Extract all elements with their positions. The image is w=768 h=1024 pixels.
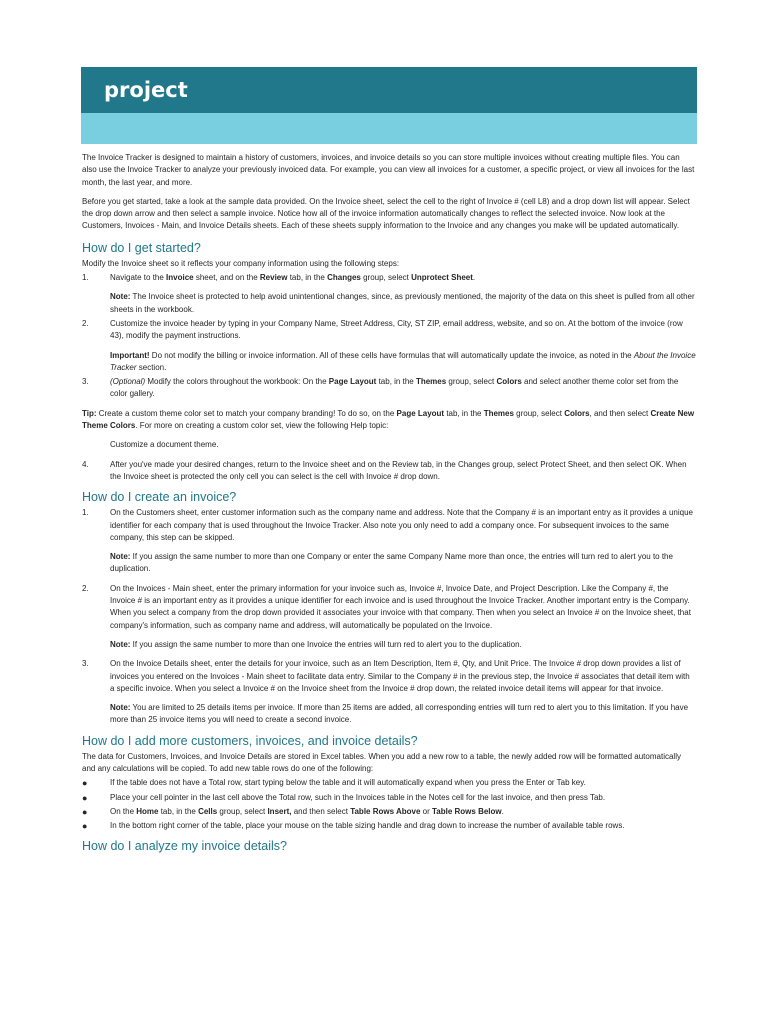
list-item [82,318,696,343]
note: Note: If you assign the same number to more than one Company or enter the same Company Name more than once, the entries will turn red to alert you to the duplication. [110,552,673,574]
page-title: project [104,78,188,102]
note: Note: If you assign the same number to more than one Invoice the entries will turn red to alert you to the duplication. [110,639,522,649]
section-heading-add-more: How do I add more customers, invoices, and invoice details? [82,733,418,748]
important-note: Important! Do not modify the billing or invoice information. All of these cells have formulas that will automatically update the invoice, as noted in the About the Invoice Tracker section. [110,350,696,372]
list-item [82,507,696,544]
bullet-item [82,806,696,818]
list-number: 3. [82,377,89,387]
bullet-item [82,820,696,832]
bullet-icon: ● [82,806,88,817]
section-lead: Modify the Invoice sheet so it reflects your company information using the following steps: [82,258,400,268]
help-topic-link[interactable]: Customize a document theme. [110,440,219,450]
section-heading-analyze: How do I analyze my invoice details? [82,839,287,854]
section-lead: The data for Customers, Invoices, and Invoice Details are stored in Excel tables. When you add a new row to a table, the newly added row will be formatted automatically and any calculations will be copied. To add new table rows do one of the following: [82,751,681,773]
list-item [82,583,696,632]
bullet-text: If the table does not have a Total row, start typing below the table and it will automatically expand when you press the Enter or Tab key. [110,778,586,788]
document-body [82,152,696,856]
subtitle-band [81,113,697,144]
list-text: On the Invoice Details sheet, enter the details for your invoice, such as an Item Description, Item #, Qty, and Unit Price. The Invoice # drop down provides a list of invoices you entered on the Invoices - Main sheet to facilitate data entry. Similar to the Company # in the previous step, the Invoice # associates that detail item with a specific invoice. When you select a Invoice # on the Invoice sheet from the Invoice # drop down, the related invoice detail items will appear for that invoice. [110,659,690,693]
section-heading-get-started: How do I get started? [82,240,201,255]
list-number: 3. [82,659,89,669]
list-item [82,376,696,401]
note: Note: You are limited to 25 details items per invoice. If more than 25 items are added, all corresponding entries will turn red to alert you to this limitation. If you have more than 25 invoice items you will need to create a second invoice. [110,703,689,725]
list-number: 1. [82,508,89,518]
bullet-icon: ● [82,792,88,803]
tip: Tip: Create a custom theme color set to match your company branding! To do so, on the Page Layout tab, in the Themes group, select Colors, and then select Create New Theme Colors. For more on creating a custom color set, view the following Help topic: [82,408,695,431]
list-text: After you've made your desired changes, return to the Invoice sheet and on the Review tab, in the Changes group, select Protect Sheet, and then select OK. When the Invoice sheet is protected the only cell you can select is the cell with Invoice # drop down. [110,459,687,481]
title-banner [81,67,697,113]
list-number: 2. [82,583,89,593]
list-item [82,459,696,484]
bullet-icon: ● [82,778,88,789]
bullet-icon: ● [82,821,88,832]
section-heading-create-invoice: How do I create an invoice? [82,490,237,505]
intro-paragraph-2: Before you get started, take a look at the sample data provided. On the Invoice sheet, select the cell to the right of Invoice # (cell L8) and a drop down list will appear. Select the drop down arrow and then select a sample invoice. Notice how all of the invoice information automatically changes to reflect the selected invoice. Now look at the Customers, Invoices - Main, and Invoice Details sheets. Each of these sheets supply information to the Invoice and any changes you make will be updated automatically. [82,196,690,231]
list-text: Customize the invoice header by typing in your Company Name, Street Address, City, ST ZIP, email address, website, and so on. At the bottom of the invoice (row 43), modify the payment instructions. [110,318,683,341]
intro-paragraph-1: The Invoice Tracker is designed to maintain a history of customers, invoices, and invoice details so you can store multiple invoices without creating multiple files. You can also use the Invoice Tracker to analyze your previously invoiced data. For example, you can view all invoices for a customer, a specific project, or view all invoices for the last month, the last year, and more. [82,153,695,187]
list-text: (Optional) Modify the colors throughout the workbook: On the Page Layout tab, in the Themes group, select Colors and select another theme color set from the color gallery. [110,377,679,399]
bullet-text: On the Home tab, in the Cells group, select Insert, and then select Table Rows Above or Table Rows Below. [110,806,504,816]
list-text: On the Invoices - Main sheet, enter the primary information for your invoice such as, Invoice #, Invoice Date, and Project Description. Like the Company #, the Invoice # is an important entry as it provides a unique identifier for each invoice and is used throughout the Invoice Tracker. Another important entry is the Company. When you select a company from the drop down provided it associates your invoice with that company. Then when you select an Invoice # on the Invoice sheet, that company's information, such as company name and address, will automatically be populated on the Invoice. [110,583,691,630]
list-text: On the Customers sheet, enter customer information such as the company name and address. Note that the Company # is an important entry as it provides a unique identifier for each company that is used throughout the Invoice Tracker. Also note you only need to add a company once. For subsequent invoices to the same company, this step can be skipped. [110,508,693,542]
list-number: 1. [82,273,89,283]
list-text: Navigate to the Invoice sheet, and on the Review tab, in the Changes group, select Unprotect Sheet. [110,273,476,283]
list-item [82,658,696,695]
bullet-text: Place your cell pointer in the last cell above the Total row, such in the Invoices table in the Notes cell for the last invoice, and then press Tab. [110,792,606,802]
bullet-item [82,777,696,789]
bullet-text: In the bottom right corner of the table, place your mouse on the table sizing handle and drag down to increase the number of available table rows. [110,821,625,831]
note: Note: The Invoice sheet is protected to help avoid unintentional changes, since, as previously mentioned, the majority of the data on this sheet is pulled from all other sheets in the workbook. [110,292,695,314]
list-item [82,272,696,284]
list-number: 4. [82,459,89,469]
list-number: 2. [82,318,89,328]
bullet-item [82,792,696,804]
